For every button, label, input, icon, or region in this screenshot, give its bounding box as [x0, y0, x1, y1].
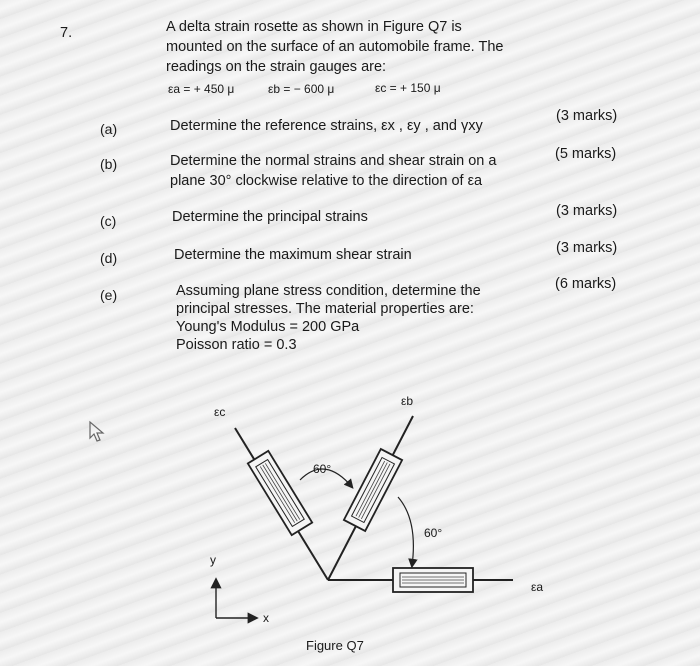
part-e-line-1: Assuming plane stress condition, determine the — [176, 283, 481, 299]
intro-line-2: mounted on the surface of an automobile frame. The — [166, 39, 504, 55]
angle-arc-bottom — [398, 497, 413, 566]
part-e-line-3: Young's Modulus = 200 GPa — [176, 319, 360, 335]
reading-a: εa = + 450 μ — [168, 82, 235, 96]
intro-line-1: A delta strain rosette as shown in Figure Q7 is — [166, 19, 462, 35]
part-e-label: (e) — [100, 287, 118, 303]
gauge-c — [248, 451, 312, 535]
gauge-a — [393, 568, 473, 592]
part-e-line-2: principal stresses. The material properties are: — [176, 301, 474, 317]
mouse-cursor-icon — [88, 420, 108, 444]
intro-line-3: readings on the strain gauges are: — [166, 59, 387, 75]
part-a-text: Determine the reference strains, εx , εy , and γxy — [170, 118, 483, 134]
part-d-label: (d) — [100, 250, 118, 266]
angle-label-bottom: 60° — [424, 526, 443, 540]
part-b-marks: (5 marks) — [555, 146, 617, 162]
question-number: 7. — [60, 25, 73, 41]
part-c-marks: (3 marks) — [556, 203, 618, 219]
part-d-text: Determine the maximum shear strain — [174, 247, 412, 263]
axis-label-x: x — [263, 611, 269, 625]
reading-b: εb = − 600 μ — [268, 82, 335, 96]
label-epsilon-a: εa — [531, 580, 544, 594]
label-epsilon-b: εb — [401, 394, 414, 408]
reading-c: εc = + 150 μ — [375, 81, 441, 95]
axis-label-y: y — [210, 553, 216, 567]
angle-label-top: 60° — [313, 462, 332, 476]
part-e-marks: (6 marks) — [555, 276, 617, 292]
part-b-label: (b) — [100, 156, 118, 172]
part-c-text: Determine the principal strains — [172, 209, 368, 225]
part-a-label: (a) — [100, 121, 118, 137]
part-a-marks: (3 marks) — [556, 108, 618, 124]
label-epsilon-c: εc — [214, 405, 226, 419]
part-c-label: (c) — [100, 213, 117, 229]
part-b-line-1: Determine the normal strains and shear strain on a — [170, 153, 497, 169]
part-e-line-4: Poisson ratio = 0.3 — [176, 337, 297, 353]
gauge-b — [344, 449, 402, 531]
figure-caption: Figure Q7 — [306, 638, 364, 653]
part-b-line-2: plane 30° clockwise relative to the direction of εa — [170, 173, 483, 189]
part-d-marks: (3 marks) — [556, 240, 618, 256]
